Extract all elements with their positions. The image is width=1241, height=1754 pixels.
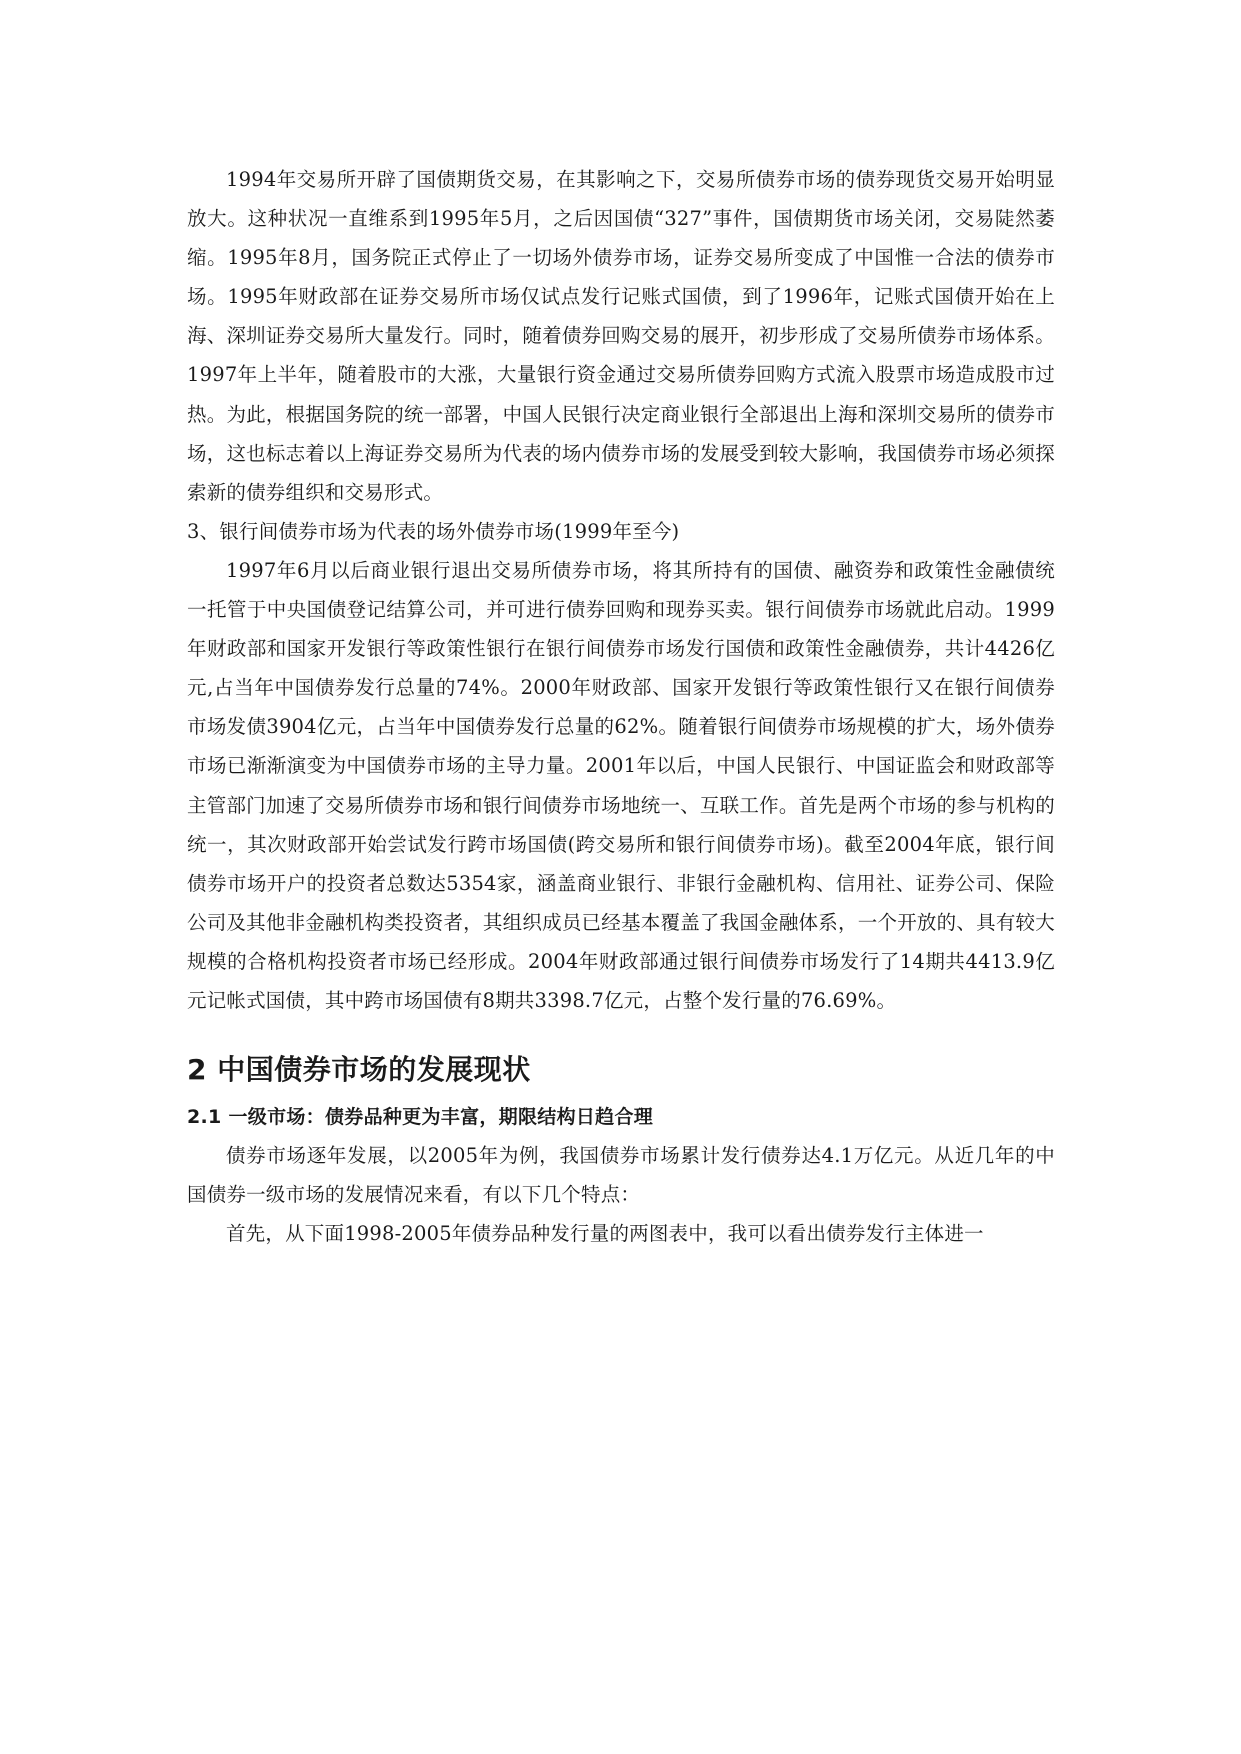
paragraph-interbank-market: 1997年6月以后商业银行退出交易所债券市场，将其所持有的国债、融资券和政策性金融债统一托管于中央国债登记结算公司，并可进行债券回购和现券买卖。银行间债券市场就此启动。1999年财政部和国家开发银行等政策性银行在银行间债券市场发行国债和政策性金融债券，共计4426亿元,占当年中国债券发行总量的74%。2000年财政部、国家开发银行等政策性银行又在银行间债券市场发债3904亿元，占当年中国债券发行总量的62%。随着银行间债券市场规模的扩大，场外债券市场已渐渐演变为中国债券市场的主导力量。2001年以后，中国人民银行、中国证监会和财政部等主管部门加速了交易所债券市场和银行间债券市场地统一、互联工作。首先是两个市场的参与机构的统一，其次财政部开始尝试发行跨市场国债(跨交易所和银行间债券市场)。截至2004年底，银行间债券市场开户的投资者总数达5354家，涵盖商业银行、非银行金融机构、信用社、证券公司、保险公司及其他非金融机构类投资者，其组织成员已经基本覆盖了我国金融体系，一个开放的、具有较大规模的合格机构投资者市场已经形成。2004年财政部通过银行间债券市场发行了14期共4413.9亿元记帐式国债，其中跨市场国债有8期共3398.7亿元，占整个发行量的76.69%。 [187,558,1055,1012]
subsection-heading-2-1: 2.1 一级市场：债券品种更为丰富，期限结构日趋合理 [187,1106,654,1129]
spacer [187,1020,1055,1050]
section-heading-2: 2 中国债券市场的发展现状 [187,1053,531,1087]
paragraph-primary-market-continued: 首先，从下面1998-2005年债券品种发行量的两图表中，我可以看出债券发行主体进一 [226,1222,984,1246]
document-page [187,160,1055,1253]
paragraph-exchange-market: 1994年交易所开辟了国债期货交易，在其影响之下，交易所债券市场的债券现货交易开始明显放大。这种状况一直维系到1995年5月，之后因国债“327”事件，国债期货市场关闭，交易陡然萎缩。1995年8月，国务院正式停止了一切场外债券市场，证券交易所变成了中国惟一合法的债券市场。1995年财政部在证券交易所市场仅试点发行记账式国债，到了1996年，记账式国债开始在上海、深圳证券交易所大量发行。同时，随着债券回购交易的展开，初步形成了交易所债券市场体系。1997年上半年，随着股市的大涨，大量银行资金通过交易所债券回购方式流入股票市场造成股市过热。为此，根据国务院的统一部署，中国人民银行决定商业银行全部退出上海和深圳交易所的债券市场，这也标志着以上海证券交易所为代表的场内债券市场的发展受到较大影响，我国债券市场必须探索新的债券组织和交易形式。 [187,168,1055,504]
subheading-interbank-market: 3、银行间债券市场为代表的场外债券市场(1999年至今) [187,519,680,543]
paragraph-primary-market: 债券市场逐年发展，以2005年为例，我国债券市场累计发行债券达4.1万亿元。从近几年的中国债券一级市场的发展情况来看，有以下几个特点： [187,1144,1055,1207]
spacer [187,1090,1055,1098]
